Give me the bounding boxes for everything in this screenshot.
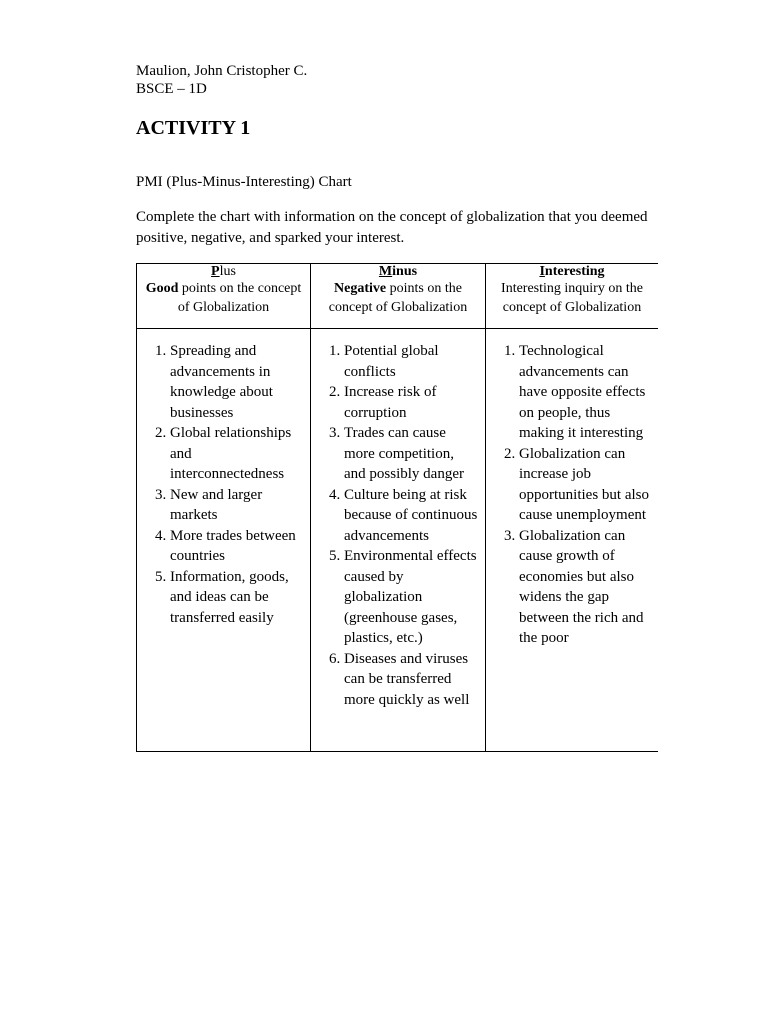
list-item: 4. Culture being at risk because of continuous advancements <box>344 485 479 547</box>
author-name: Maulion, John Cristopher C. <box>136 63 308 79</box>
header-letter: I <box>539 264 545 279</box>
header-rest: nteresting <box>544 264 605 279</box>
list-item: 2. Globalization can increase job opportunities but also cause unemployment <box>519 444 652 526</box>
list-item: 2. Increase risk of corruption <box>344 382 479 423</box>
list-item: 6. Diseases and viruses can be transferred more quickly as well <box>344 649 479 711</box>
interesting-cell <box>486 329 659 752</box>
list-item: 1. Technological advancements can have opposite effects on people, thus making it interesting <box>519 341 652 444</box>
minus-cell <box>311 329 486 752</box>
list-item: 5. Environmental effects caused by globalization (greenhouse gases, plastics, etc.) <box>344 546 479 649</box>
list-item: 3. New and larger markets <box>170 485 304 526</box>
list-item: 3. Globalization can cause growth of economies but also widens the gap between the rich and the poor <box>519 526 652 649</box>
table-body-row <box>137 329 659 752</box>
header-rest: lus <box>219 264 236 279</box>
header-minus <box>311 264 486 329</box>
header-desc: Interesting inquiry on the concept of Globalization <box>501 281 643 315</box>
header-letter: P <box>211 264 220 279</box>
author-section: BSCE – 1D <box>136 81 207 97</box>
header-interesting <box>486 264 659 329</box>
list-item: 1. Spreading and advancements in knowledge about businesses <box>170 341 304 423</box>
pmi-table <box>136 263 658 752</box>
minus-list <box>311 341 485 710</box>
list-item: 5. Information, goods, and ideas can be transferred easily <box>170 567 304 629</box>
list-item: 4. More trades between countries <box>170 526 304 567</box>
header-desc-bold: Good <box>145 281 179 296</box>
header-plus <box>137 264 311 329</box>
activity-title: ACTIVITY 1 <box>136 117 251 139</box>
interesting-list <box>486 341 658 649</box>
instructions: Complete the chart with information on the concept of globalization that you deemed positive, negative, and sparked your interest. <box>136 209 648 246</box>
header-desc: points on the concept of Globalization <box>328 281 468 315</box>
header-desc-bold: Negative <box>334 281 387 296</box>
header-rest: inus <box>392 264 418 279</box>
chart-name: PMI (Plus-Minus-Interesting) Chart <box>136 174 352 190</box>
list-item: 2. Global relationships and interconnectedness <box>170 423 304 485</box>
table-header-row <box>137 264 659 329</box>
plus-cell <box>137 329 311 752</box>
header-letter: M <box>378 264 393 279</box>
list-item: 3. Trades can cause more competition, and possibly danger <box>344 423 479 485</box>
document-page <box>136 62 656 752</box>
list-item: 1. Potential global conflicts <box>344 341 479 382</box>
plus-list <box>137 341 310 628</box>
header-desc: points on the concept of Globalization <box>177 281 302 315</box>
